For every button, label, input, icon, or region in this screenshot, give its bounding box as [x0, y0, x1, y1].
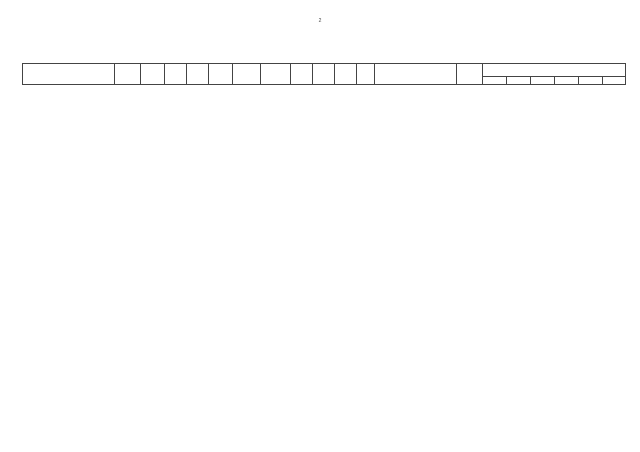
header-name	[23, 64, 115, 85]
header-ownership	[291, 64, 313, 85]
header-funding-group	[483, 64, 626, 77]
header-year	[507, 77, 531, 85]
header-power	[141, 64, 165, 85]
header-start-year	[165, 64, 187, 85]
header-work-type	[261, 64, 291, 85]
header-year	[531, 77, 555, 85]
header-year	[603, 77, 626, 85]
header-readiness	[357, 64, 375, 85]
header-type	[115, 64, 141, 85]
header-executor	[375, 64, 457, 85]
table-header	[23, 64, 626, 85]
header-doc-date	[209, 64, 233, 85]
header-remaining-cost	[335, 64, 357, 85]
header-year	[579, 77, 603, 85]
header-end-year	[187, 64, 209, 85]
header-source	[457, 64, 483, 85]
capital-construction-table	[22, 63, 626, 85]
header-doc-requisites	[233, 64, 261, 85]
header-year	[483, 77, 507, 85]
page-number: 2	[318, 18, 322, 24]
header-year	[555, 77, 579, 85]
header-cost	[313, 64, 335, 85]
